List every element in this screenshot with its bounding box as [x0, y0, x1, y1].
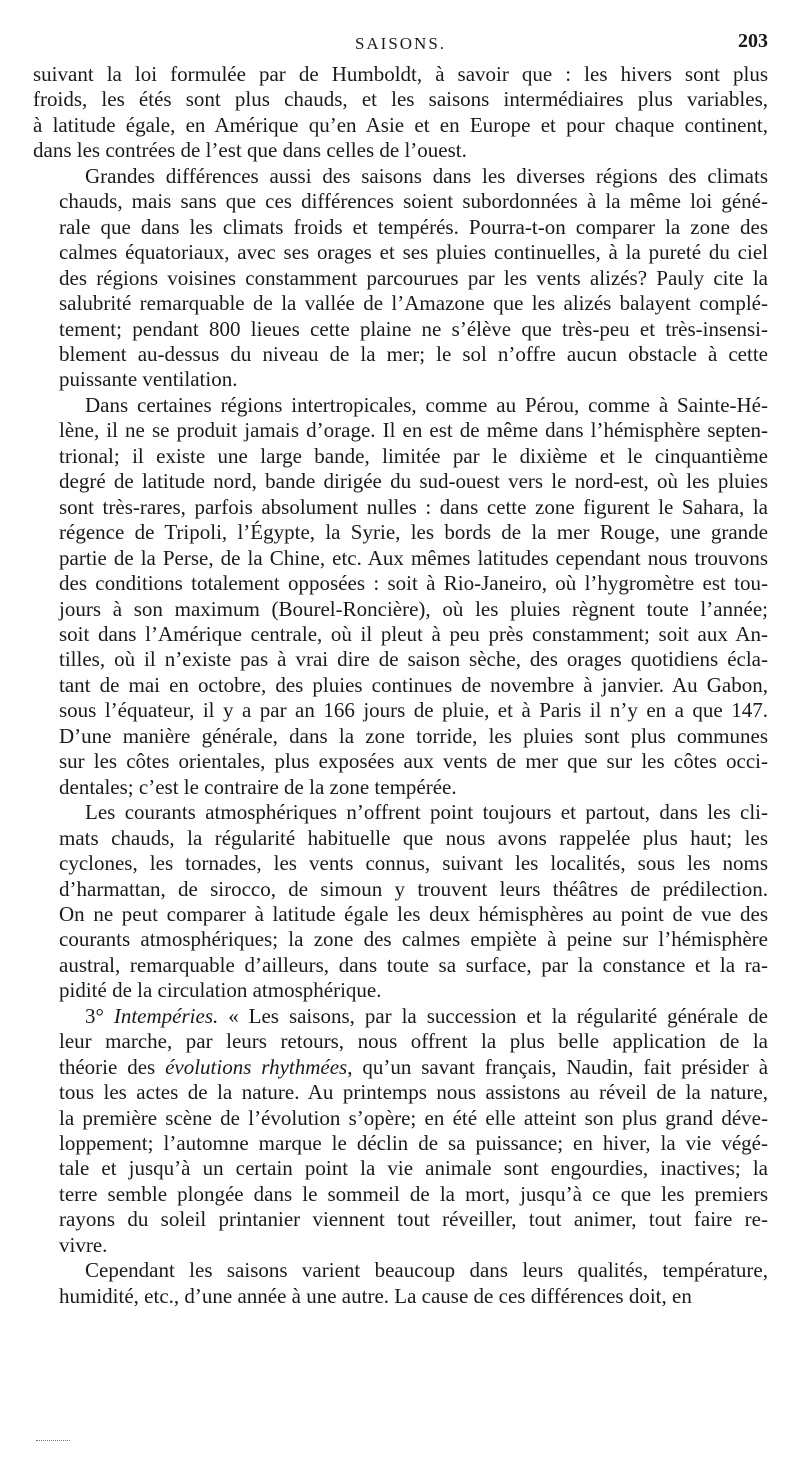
emphasis-text: évolutions rhythmées	[165, 1054, 348, 1079]
text-line: tilles, où il n’existe pas à vrai dire de saison sèche, des orages quotidiens écla-	[59, 647, 768, 672]
text-run: théorie des	[59, 1054, 166, 1079]
text-run: 3°	[85, 1003, 114, 1028]
text-line: loppement; l’automne marque le déclin de sa puissance; en hiver, la vie végé-	[59, 1131, 768, 1156]
running-head	[33, 30, 768, 60]
text-line: cyclones, les tornades, les vents connus, suivant les localités, sous les noms	[59, 851, 768, 876]
text-line: des régions voisines constamment parcourues par les vents alizés? Pauly cite la	[59, 265, 768, 290]
paragraph	[33, 164, 768, 393]
text-line: austral, remarquable d’ailleurs, dans toute sa surface, par la constance et la ra-	[59, 952, 768, 977]
text-line: courants atmosphériques; la zone des calmes empiète à peine sur l’hémisphère	[59, 927, 768, 952]
text-line: froids, les étés sont plus chauds, et les saisons intermédiaires plus variables,	[33, 87, 768, 112]
paragraph	[33, 800, 768, 1004]
text-line: à latitude égale, en Amérique qu’en Asie et en Europe et pour chaque continent,	[33, 112, 768, 137]
emphasis-text: Intempéries.	[113, 1003, 219, 1028]
text-line: soit dans l’Amérique centrale, où il pleut à peu près constamment; soit aux An-	[59, 621, 768, 646]
text-line: degré de latitude nord, bande dirigée du sud-ouest vers le nord-est, où les pluies	[59, 469, 768, 494]
text-line: lène, il ne se produit jamais d’orage. Il en est de même dans l’hémisphère septen-	[59, 418, 768, 443]
text-line: Grandes différences aussi des saisons dans les diverses régions des climats	[85, 163, 768, 188]
paragraph	[33, 1258, 768, 1309]
text-line: des conditions totalement opposées : soit à Rio-Janeiro, où l’hygromètre est tou-	[59, 571, 768, 596]
text-line: tous les actes de la nature. Au printemps nous assistons au réveil de la nature,	[59, 1080, 768, 1105]
text-line: suivant la loi formulée par de Humboldt, à savoir que : les hivers sont plus	[33, 62, 768, 86]
text-line: salubrité remarquable de la vallée de l’Amazone que les alizés balayent complé-	[59, 291, 768, 316]
text-line: sont très-rares, parfois absolument nulles : dans cette zone figurent le Sahara, la	[59, 494, 768, 519]
text-line: rale que dans les climats froids et tempérés. Pourra-t-on comparer la zone des	[59, 214, 768, 239]
text-line: dans les contrées de l’est que dans celles de l’ouest.	[33, 138, 467, 163]
text-line: la première scène de l’évolution s’opère; en été elle atteint son plus grand déve-	[59, 1105, 768, 1130]
paragraph	[33, 62, 768, 164]
text-line: trional; il existe une large bande, limitée par le dixième et le cinquantième	[59, 443, 768, 468]
text-line: mats chauds, la régularité habituelle que nous avons rappelée plus haut; les	[59, 825, 768, 850]
page-number: 203	[738, 30, 768, 52]
body-text	[33, 62, 768, 1309]
running-title: SAISONS.	[354, 34, 447, 53]
text-line: pidité de la circulation atmosphérique.	[59, 978, 382, 1003]
text-line: calmes équatoriaux, avec ses orages et ses pluies continuelles, à la pureté du ciel	[59, 240, 768, 265]
text-line: jours à son maximum (Bourel-Roncière), où les pluies règnent toute l’année;	[59, 596, 768, 621]
text-line: leur marche, par leurs retours, nous offrent la plus belle application de la	[59, 1029, 768, 1054]
text-line: vivre.	[59, 1232, 108, 1257]
paragraph	[33, 1004, 768, 1259]
text-line: Dans certaines régions intertropicales, comme au Pérou, comme à Sainte-Hé-	[85, 392, 768, 417]
text-line: dentales; c’est le contraire de la zone tempérée.	[59, 774, 457, 799]
text-line: puissante ventilation.	[59, 367, 238, 392]
text-line: chauds, mais sans que ces différences soient subordonnées à la même loi géné-	[59, 189, 768, 214]
text-line: régence de Tripoli, l’Égypte, la Syrie, les bords de la mer Rouge, une grande	[59, 520, 768, 545]
text-line: Les courants atmosphériques n’offrent point toujours et partout, dans les cli-	[85, 800, 768, 825]
text-line: rayons du soleil printanier viennent tout réveiller, tout animer, tout faire re-	[59, 1207, 768, 1232]
text-line: terre semble plongée dans le sommeil de la mort, jusqu’à ce que les premiers	[59, 1181, 768, 1206]
text-line: blement au-dessus du niveau de la mer; le sol n’offre aucun obstacle à cette	[59, 341, 768, 366]
text-line: sur les côtes orientales, plus exposées aux vents de mer que sur les côtes occi-	[59, 749, 768, 774]
paragraph	[33, 393, 768, 800]
text-line: humidité, etc., d’une année à une autre. La cause de ces différences doit, en	[59, 1283, 692, 1308]
text-line: d’harmattan, de sirocco, de simoun y trouvent leurs théâtres de prédilection.	[59, 876, 768, 901]
text-line	[33, 1055, 768, 1080]
text-line: sous l’équateur, il y a par an 166 jours de pluie, et à Paris il n’y en a que 147.	[59, 698, 768, 723]
text-run: , qu’un savant français, Naudin, fait présider à	[347, 1054, 768, 1079]
text-line: partie de la Perse, de la Chine, etc. Aux mêmes latitudes cependant nous trouvons	[59, 545, 768, 570]
text-line: On ne peut comparer à latitude égale les deux hémisphères au point de vue des	[59, 901, 768, 926]
text-line: tale et jusqu’à un certain point la vie animale sont engourdies, inactives; la	[59, 1156, 768, 1181]
text-line: tement; pendant 800 lieues cette plaine ne s’élève que très-peu et très-insensi-	[59, 316, 768, 341]
text-line: Cependant les saisons varient beaucoup dans leurs qualités, température,	[85, 1258, 768, 1283]
text-run: « Les saisons, par la succession et la régularité générale de	[218, 1003, 768, 1028]
text-line	[33, 1004, 768, 1029]
footer-rule	[36, 1440, 70, 1442]
text-line: tant de mai en octobre, des pluies continues de novembre à janvier. Au Gabon,	[59, 672, 768, 697]
text-line: D’une manière générale, dans la zone torride, les pluies sont plus communes	[59, 723, 768, 748]
